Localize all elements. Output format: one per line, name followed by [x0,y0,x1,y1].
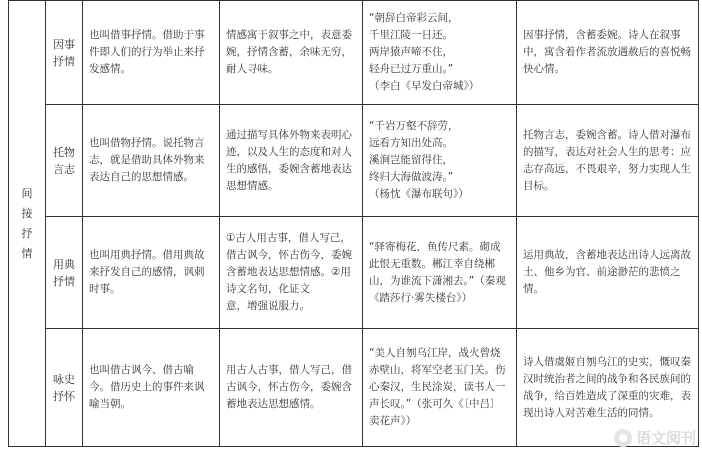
technique-name-cell [46,105,83,217]
analysis-cell: 因事抒情，含蓄委婉。诗人在叙事中，寓含着作者流放遇赦后的喜悦畅快心情。 [517,1,699,105]
example-cell: “美人自刎乌江岸，战火曾烧赤壁山，将军空老玉门关。伤心秦汉，生民涂炭，读书人一声长叹。”（张可久《〔中吕〕卖花声》） [363,329,517,447]
definition-cell: 也叫借事抒情。借助于事件即人们的行为举止来抒发感情。 [83,1,220,105]
category-cell [9,1,46,447]
watermark [614,427,696,448]
technique-name-cell [46,1,83,105]
definition-cell: 也叫借物抒情。说托物言志，就是借助具体外物来表达自己的思想情感。 [83,105,220,217]
technique-name: 因事 抒情 [53,37,75,68]
analysis-cell: 运用典故，含蓄地表达出诗人远离故土、他乡为官、前途渺茫的悲愤之情。 [517,217,699,329]
example-cell: “千岩万壑不辞劳， 远看方知出处高。 溪涧岂能留得住， 终归大海做波涛。” （杨忱《瀑布联句》） [363,105,517,217]
technique-name-cell [46,329,83,447]
technique-name: 托物 言志 [53,145,75,176]
category-label: 间 接 抒 情 [21,186,33,260]
watermark-text: 语文阅刊 [635,429,696,447]
table-row [9,105,699,217]
example-cell: “驿寄梅花，鱼传尺素。砌成此恨无重数。郴江幸自绕郴山，为谁流下潇湘去。”（秦观《踏莎行·雾失楼台》） [363,217,517,329]
analysis-cell: 诗人借虞姬自刎乌江的史实，慨叹秦汉时统治者之间的战争和各民族间的战争，给百姓造成了深重的灾难，表现出诗人对苦难生活的同情。 [517,329,699,447]
table-row [9,1,699,105]
definition-cell: 也叫借古讽今、借古喻今。借历史上的事件来讽喻当朝。 [83,329,220,447]
analysis-cell: 托物言志，委婉含蓄。诗人借对瀑布的描写，表达对社会人生的思考：应志存高远，不畏艰辛，努力实现人生目标。 [517,105,699,217]
example-cell: “朝辞白帝彩云间， 千里江陵一日还。 两岸猿声啼不住， 轻舟已过万重山。” （李白《早发白帝城》） [363,1,517,105]
wechat-icon [614,429,632,447]
feature-cell: ①古人用古事，借人写己，借古讽今，怀古伤今，委婉含蓄地表达思想情感。②用诗文名句，化证文 意，增强说服力。 [220,217,363,329]
definition-cell: 也叫用典抒情。借用典故来抒发自己的感情，讽刺时事。 [83,217,220,329]
feature-cell: 情感寓于叙事之中，表意委婉，抒情含蓄，余味无穷，耐人寻味。 [220,1,363,105]
technique-name: 咏史 抒怀 [53,372,75,403]
poetry-technique-table [8,0,699,447]
technique-name: 用典 抒情 [53,257,75,288]
table-row [9,329,699,447]
technique-name-cell [46,217,83,329]
table-row [9,217,699,329]
feature-cell: 用古人古事，借人写己，借古讽今，怀古伤今，委婉含蓄地表达思想感情。 [220,329,363,447]
feature-cell: 通过描写具体外物来表明心迹，以及人生的态度和对人生的感悟，委婉含蓄地表达思想情感。 [220,105,363,217]
